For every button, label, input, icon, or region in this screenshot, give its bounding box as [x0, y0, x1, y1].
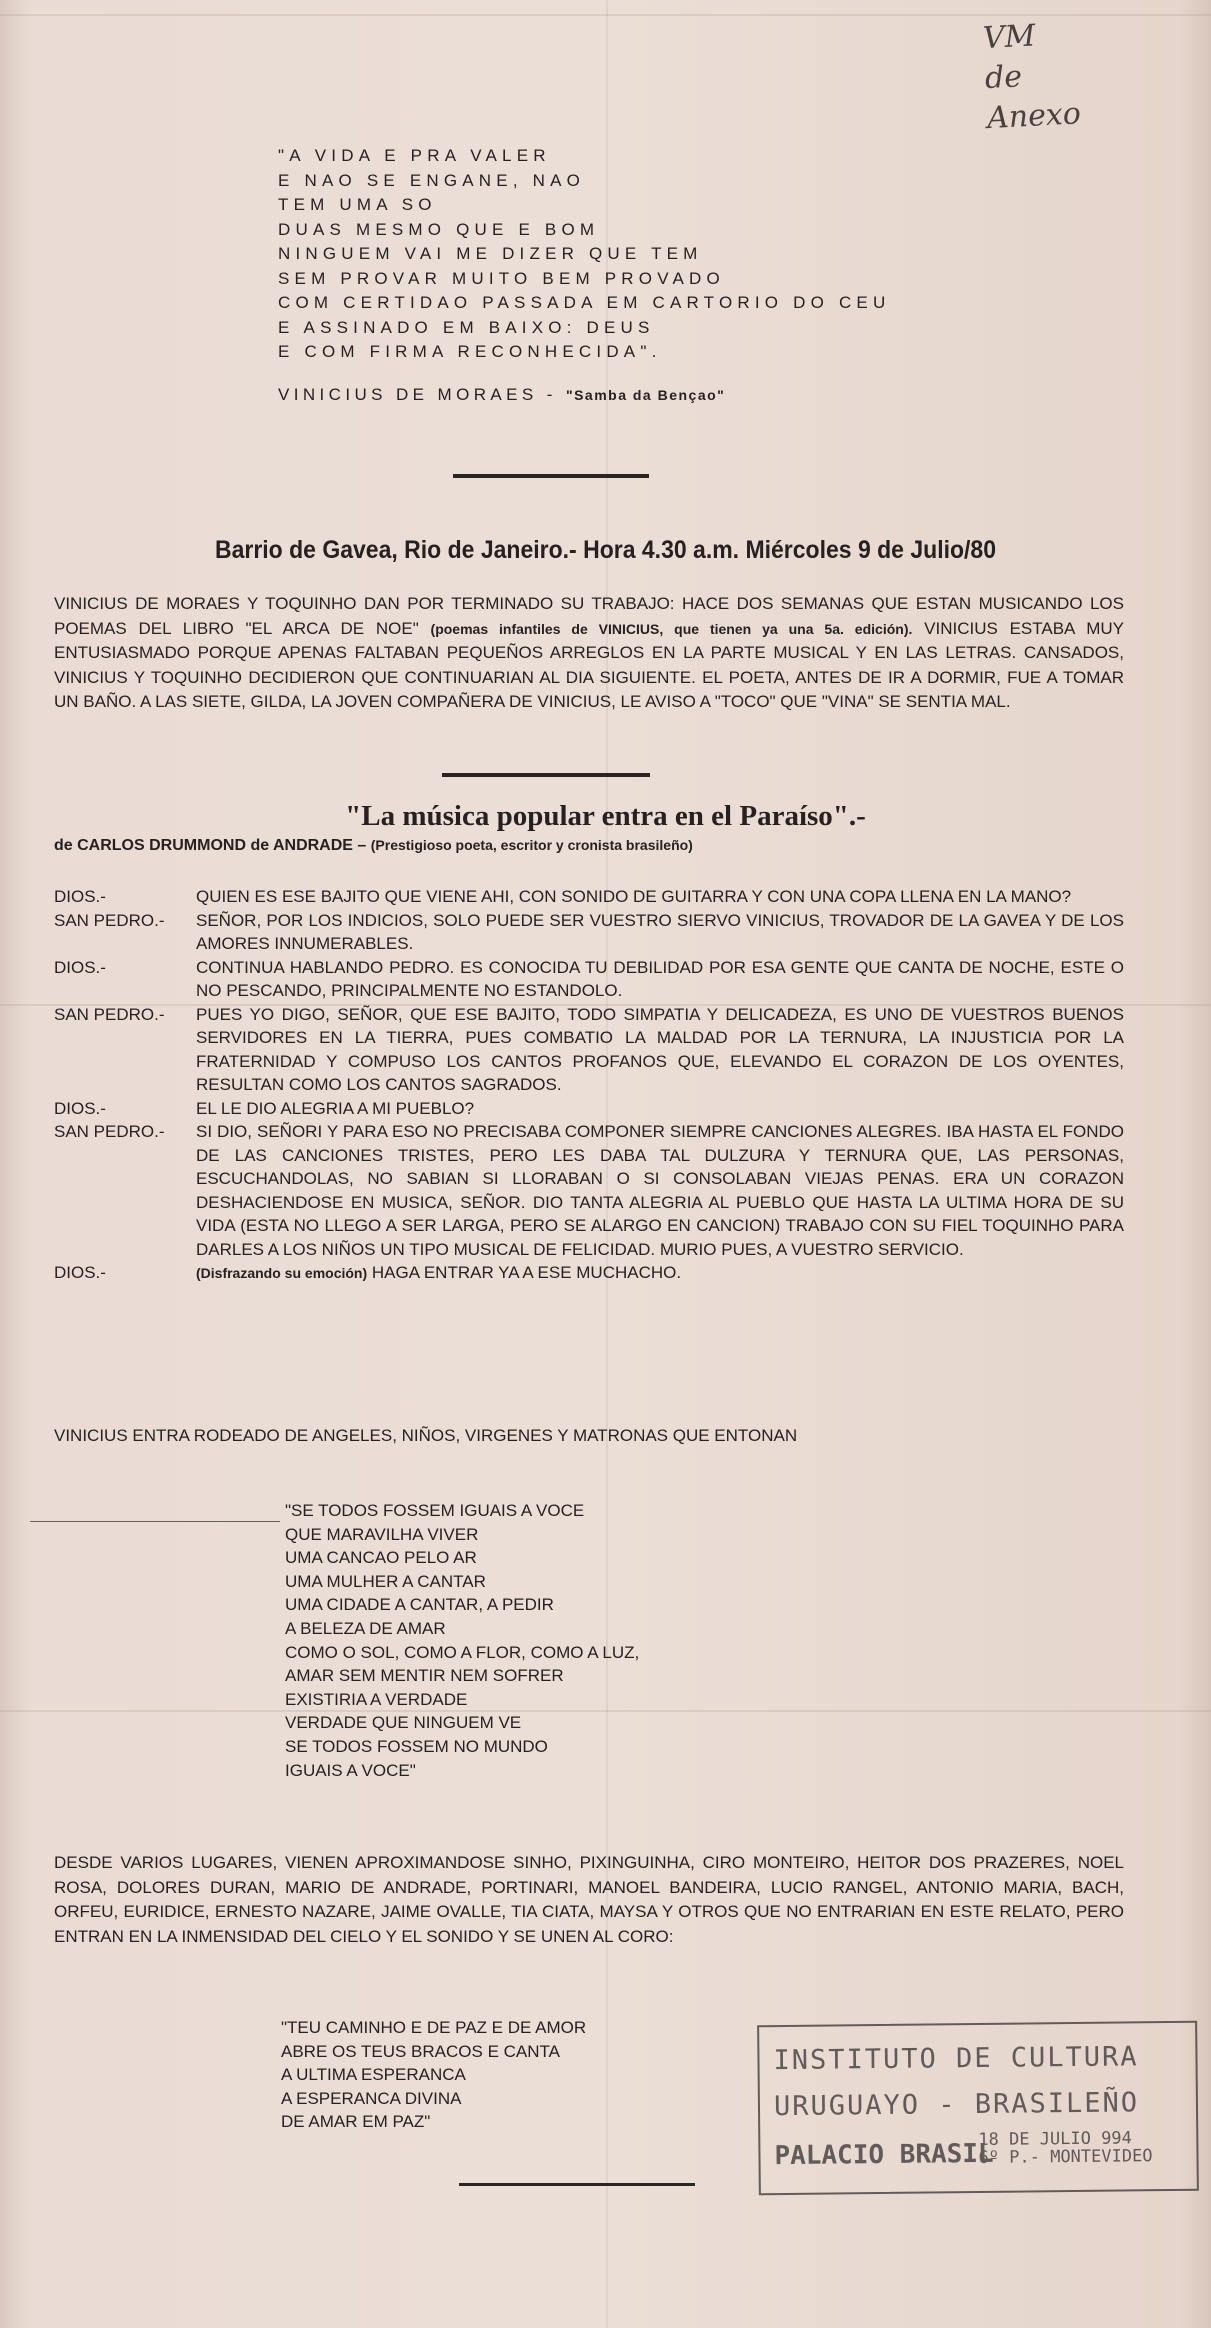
dialogue: [54, 885, 1124, 1286]
byline-author: de CARLOS DRUMMOND de ANDRADE –: [54, 837, 371, 854]
byline: [54, 837, 1154, 855]
epigraph-poem: [278, 144, 1038, 365]
poem-line: TEM UMA SO: [278, 195, 437, 214]
speech: PUES YO DIGO, SEÑOR, QUE ESE BAJITO, TODO SIMPATIA Y DELICADEZA, ES UNO DE VUESTROS BUENOS SERVIDORES EN LA TIERRA, PUES COMBATIO LA MALDAD POR LA TERNURA, LA INJUSTICIA POR LA FRATERNIDAD Y COMPUSO LOS CANTOS PROFANOS QUE, ELEVANDO EL CORAZON DE LOS OYENTES, RESULTAN COMO LOS CANTOS SAGRADOS.: [196, 1004, 1124, 1094]
dialogue-line: [54, 956, 1124, 1003]
song-line: "SE TODOS FOSSEM IGUAIS A VOCE: [285, 1501, 585, 1520]
speech: [196, 1261, 1124, 1286]
dialogue-line: [54, 1261, 1124, 1286]
song-line: SE TODOS FOSSEM NO MUNDO: [285, 1736, 548, 1756]
song-line: QUE MARAVILHA VIVER: [285, 1524, 479, 1544]
stage-direction: (Disfrazando su emoción): [196, 1265, 368, 1281]
song-line: A ULTIMA ESPERANCA: [281, 2065, 466, 2085]
speaker: DIOS.-: [54, 1098, 106, 1118]
speaker: SAN PEDRO.-: [54, 910, 165, 930]
epigraph-author: VINICIUS DE MORAES -: [278, 385, 566, 404]
speaker: DIOS.-: [54, 957, 106, 977]
stamp-line: 18 DE JULIO 994: [978, 2128, 1132, 2150]
stamp-line: INSTITUTO DE CULTURA: [773, 2041, 1139, 2077]
speech: CONTINUA HABLANDO PEDRO. ES CONOCIDA TU DEBILIDAD POR ESA GENTE QUE CANTA DE NOCHE, ESTE O NO PESCANDO, PRINCIPALMENTE NO ESTANDOLO.: [196, 957, 1124, 1000]
handwritten-line: de: [984, 59, 1023, 97]
dialogue-line: [54, 885, 1124, 909]
speech-text: HAGA ENTRAR YA A ESE MUCHACHO.: [367, 1263, 682, 1282]
speaker: SAN PEDRO.-: [54, 1122, 165, 1141]
speaker: DIOS.-: [54, 1263, 106, 1282]
intro-paragraph: [54, 592, 1124, 715]
poem-line: E NAO SE ENGANE, NAO: [278, 170, 586, 190]
speech: SEÑOR, POR LOS INDICIOS, SOLO PUEDE SER VUESTRO SIERVO VINICIUS, TROVADOR DE LA GAVEA Y DE LOS AMORES INNUMERABLES.: [196, 910, 1124, 953]
song-line: A ESPERANCA DIVINA: [281, 2088, 462, 2108]
handwritten-line: VM: [982, 18, 1037, 57]
intro-text: VINICIUS DE MORAES Y TOQUINHO DAN POR TERMINADO SU TRABAJO: HACE DOS SEMANAS QUE ESTAN MUSICANDO LOS POEMAS DEL LIBRO "EL ARCA DE NOE": [54, 594, 1124, 638]
chorus-lyrics: [281, 2016, 731, 2134]
dialogue-line: [54, 1097, 1124, 1121]
byline-note: (Prestigioso poeta, escritor y cronista brasileño): [370, 837, 693, 853]
epigraph-work: "Samba da Bençao": [565, 387, 726, 403]
speaker: DIOS.-: [54, 887, 106, 906]
song-line: VERDADE QUE NINGUEM VE: [285, 1713, 522, 1733]
poem-line: NINGUEM VAI ME DIZER QUE TEM: [278, 244, 703, 263]
poem-line: SEM PROVAR MUITO BEM PROVADO: [278, 268, 725, 288]
intro-note: (poemas infantiles de VINICIUS, que tienen ya una 5a. edición).: [430, 620, 913, 637]
stamp-address: [978, 2129, 1152, 2167]
speech: QUIEN ES ESE BAJITO QUE VIENE AHI, CON SONIDO DE GUITARRA Y CON UNA COPA LLENA EN LA MANO?: [196, 887, 1072, 906]
speech: SI DIO, SEÑORI Y PARA ESO NO PRECISABA COMPONER SIEMPRE CANCIONES ALEGRES. IBA HASTA EL FONDO DE LAS CANCIONES TRISTES, PERO LES DABA TAL DULZURA Y TERNURA QUE, LAS PERSONAS, ESCUCHANDOLAS, NO SABIAN SI LLORABAN O SI CONSOLABAN VIEJAS PENAS. ERA UN CORAZON DESHACIENDOSE EN MUSICA, SEÑOR. DIO TANTA ALEGRIA AL PUEBLO QUE HASTA LA ULTIMA HORA DE SU VIDA (ESTA NO LLEGO A SER LARGA, PERO SE ALARGO EN CANCION) TRABAJO CON SU FIEL TOQUINHO PARA DARLES A LOS NIÑOS UN TIPO MUSICAL DE FELICIDAD. MURIO PUES, A VUESTRO SERVICIO.: [196, 1122, 1124, 1259]
epigraph-attribution: [278, 385, 1038, 405]
stray-line: [30, 1521, 280, 1522]
stamp-line: URUGUAYO - BRASILEÑO: [773, 2087, 1140, 2123]
divider: [459, 2183, 695, 2186]
institution-stamp: [757, 2021, 1199, 2196]
section-title: "La música popular entra en el Paraíso".-: [345, 800, 866, 832]
poem-line: DUAS MESMO QUE E BOM: [278, 219, 600, 239]
poem-line: E ASSINADO EM BAIXO: DEUS: [278, 317, 655, 337]
dialogue-line: [54, 1003, 1124, 1097]
song-line: UMA CANCAO PELO AR: [285, 1548, 477, 1568]
song-line: UMA MULHER A CANTAR: [285, 1571, 486, 1591]
song-line: AMAR SEM MENTIR NEM SOFRER: [285, 1666, 564, 1686]
song-line: A BELEZA DE AMAR: [285, 1618, 446, 1638]
song-line: "TEU CAMINHO E DE PAZ E DE AMOR: [281, 2018, 587, 2037]
poem-line: E COM FIRMA RECONHECIDA".: [278, 342, 662, 361]
handwritten-line: Anexo: [986, 96, 1082, 137]
poem-line: COM CERTIDAO PASSADA EM CARTORIO DO CEU: [278, 293, 891, 312]
arrivals-paragraph: DESDE VARIOS LUGARES, VIENEN APROXIMANDOSE SINHO, PIXINGUINHA, CIRO MONTEIRO, HEITOR DOS PRAZERES, NOEL ROSA, DOLORES DURAN, MARIO DE ANDRADE, PORTINARI, MANOEL BANDEIRA, LUCIO RANGEL, ANTONIO MARIA, BACH, ORFEU, EURIDICE, ERNESTO NAZARE, JAIME OVALLE, TIA CIATA, MAYSA Y OTROS QUE NO ENTRARIAN EN ESTE RELATO, PERO ENTRAN EN LA INMENSIDAD DEL CIELO Y EL SONIDO Y SE UNEN AL CORO:: [54, 1853, 1124, 1946]
divider: [442, 773, 650, 777]
speech: EL LE DIO ALEGRIA A MI PUEBLO?: [196, 1098, 475, 1118]
song-line: ABRE OS TEUS BRACOS E CANTA: [281, 2041, 560, 2061]
scene-headline: Barrio de Gavea, Rio de Janeiro.- Hora 4.30 a.m. Miércoles 9 de Julio/80: [214, 536, 997, 564]
stamp-line: 6º P.- MONTEVIDEO: [978, 2146, 1153, 2168]
enter-line: VINICIUS ENTRA RODEADO DE ANGELES, NIÑOS, VIRGENES Y MATRONAS QUE ENTONAN: [54, 1426, 798, 1445]
song-line: IGUAIS A VOCE": [285, 1760, 416, 1780]
poem-line: "A VIDA E PRA VALER: [278, 146, 551, 165]
dialogue-line: [54, 909, 1124, 956]
intro-text: VINICIUS ESTABA MUY ENTUSIASMADO PORQUE APENAS FALTABAN PEQUEÑOS ARREGLOS EN LA PARTE MUSICAL Y EN LAS LETRAS. CANSADOS, VINICIUS Y TOQUINHO DECIDIERON QUE CONTINUARIAN AL DIA SIGUIENTE. EL POETA, ANTES DE IR A DORMIR, FUE A TOMAR UN BAÑO. A LAS SIETE, GILDA, LA JOVEN COMPAÑERA DE VINICIUS, LE AVISO A "TOCO" QUE "VINA" SE SENTIA MAL.: [54, 618, 1124, 711]
song-line: UMA CIDADE A CANTAR, A PEDIR: [285, 1595, 554, 1615]
dialogue-line: [54, 1120, 1124, 1261]
song-line: EXISTIRIA A VERDADE: [285, 1689, 468, 1709]
song-line: DE AMAR EM PAZ": [281, 2112, 431, 2132]
divider: [453, 474, 649, 478]
song-line: COMO O SOL, COMO A FLOR, COMO A LUZ,: [285, 1642, 640, 1662]
song-lyrics: [285, 1499, 885, 1782]
stamp-line: PALACIO BRASIL: [774, 2138, 994, 2172]
handwritten-note: [982, 13, 1108, 139]
speaker: SAN PEDRO.-: [54, 1004, 165, 1024]
